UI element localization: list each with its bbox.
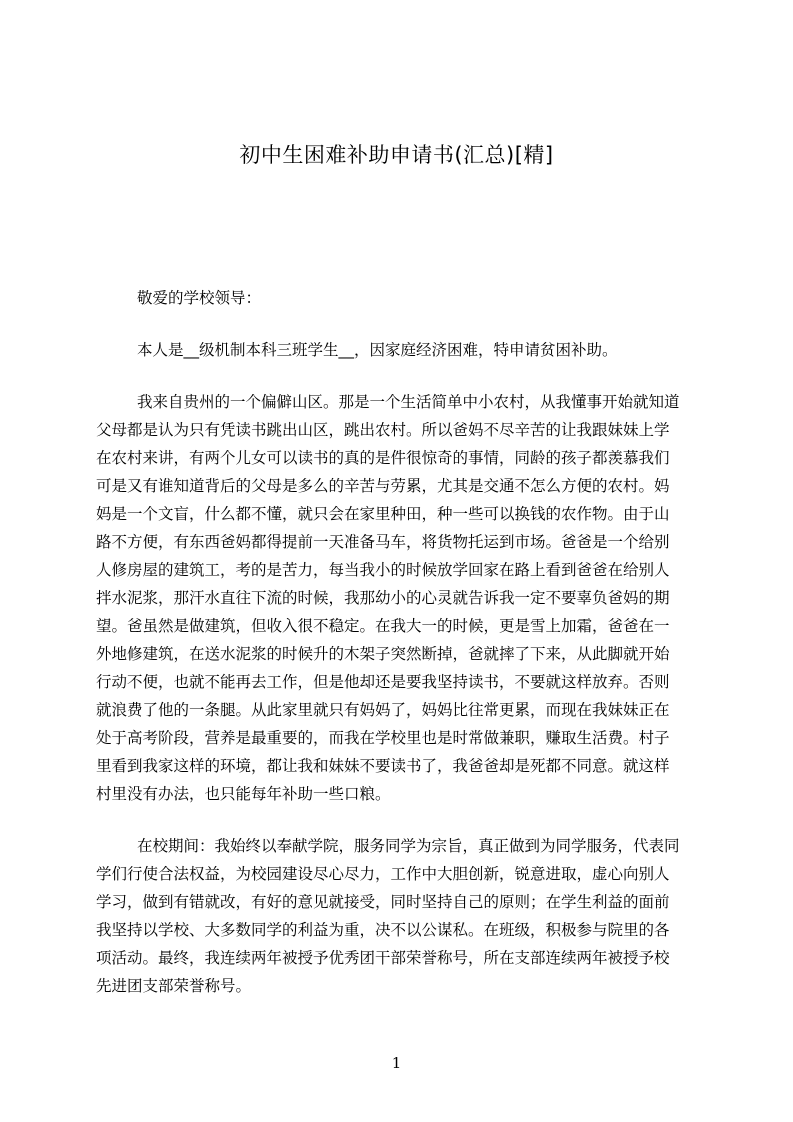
document-body <box>96 284 702 1024</box>
document-title: 初中生困难补助申请书(汇总)[精] <box>239 143 554 167</box>
paragraph-line: 行动不便，也就不能再去工作，但是他却还是要我坚持读书，不要就这样放弃。否则 <box>96 673 670 691</box>
paragraph-line: 可是又有谁知道背后的父母是多么的辛苦与劳累，尤其是交通不怎么方便的农村。妈 <box>96 477 670 495</box>
paragraph-line: 村里没有办法，也只能每年补助一些口粮。 <box>96 785 391 803</box>
family-background-paragraph <box>96 388 702 808</box>
paragraph-line: 学习，做到有错就改，有好的意见就接受，同时坚持自己的原则；在学生利益的面前 <box>96 893 670 911</box>
paragraph-line: 我坚持以学校、大多数同学的利益为重，决不以公谋私。在班级，积极参与院里的各 <box>96 921 670 939</box>
paragraph-line: 我来自贵州的一个偏僻山区。那是一个生活简单中小农村，从我懂事开始就知道 <box>137 393 680 411</box>
paragraph-line: 处于高考阶段，营养是最重要的，而我在学校里也是时常做兼职，赚取生活费。村子 <box>96 729 670 747</box>
paragraph-line: 在校期间：我始终以奉献学院，服务同学为宗旨，真正做到为同学服务，代表同 <box>137 837 680 855</box>
paragraph-line: 项活动。最终，我连续两年被授予优秀团干部荣誉称号，所在支部连续两年被授予校 <box>96 949 670 967</box>
paragraph-line: 妈是一个文盲，什么都不懂，就只会在家里种田，种一些可以换钱的农作物。由于山 <box>96 505 670 523</box>
school-performance-paragraph <box>96 832 702 1000</box>
paragraph-line: 拌水泥浆，那汗水直往下流的时候，我那幼小的心灵就告诉我一定不要辜负爸妈的期 <box>96 589 670 607</box>
paragraph-line: 就浪费了他的一条腿。从此家里就只有妈妈了，妈妈比往常更累，而现在我妹妹正在 <box>96 701 670 719</box>
paragraph-line: 父母都是认为只有凭读书跳出山区，跳出农村。所以爸妈不尽辛苦的让我跟妹妹上学 <box>96 421 670 439</box>
paragraph-line: 先进团支部荣誉称号。 <box>96 977 252 995</box>
intro-paragraph: 本人是__级机制本科三班学生__，因家庭经济困难，特申请贫困补助。 <box>137 341 618 359</box>
paragraph-line: 人修房屋的建筑工，考的是苦力，每当我小的时候放学回家在路上看到爸爸在给别人 <box>96 561 670 579</box>
paragraph-line: 外地修建筑，在送水泥浆的时候升的木架子突然断掉，爸就摔了下来，从此脚就开始 <box>96 645 670 663</box>
paragraph-line: 路不方便，有东西爸妈都得提前一天准备马车，将货物托运到市场。爸爸是一个给别 <box>96 533 670 551</box>
paragraph-line: 学们行使合法权益，为校园建设尽心尽力，工作中大胆创新，锐意进取，虚心向别人 <box>96 865 670 883</box>
page-number: 1 <box>391 1054 402 1072</box>
greeting-paragraph: 敬爱的学校领导： <box>137 289 262 307</box>
paragraph-line: 里看到我家这样的环境，都让我和妹妹不要读书了，我爸爸却是死都不同意。就这样 <box>96 757 670 775</box>
paragraph-line: 望。爸虽然是做建筑，但收入很不稳定。在我大一的时候，更是雪上加霜，爸爸在一 <box>96 617 670 635</box>
paragraph-line: 在农村来讲，有两个儿女可以读书的真的是件很惊奇的事情，同龄的孩子都羡慕我们 <box>96 449 670 467</box>
